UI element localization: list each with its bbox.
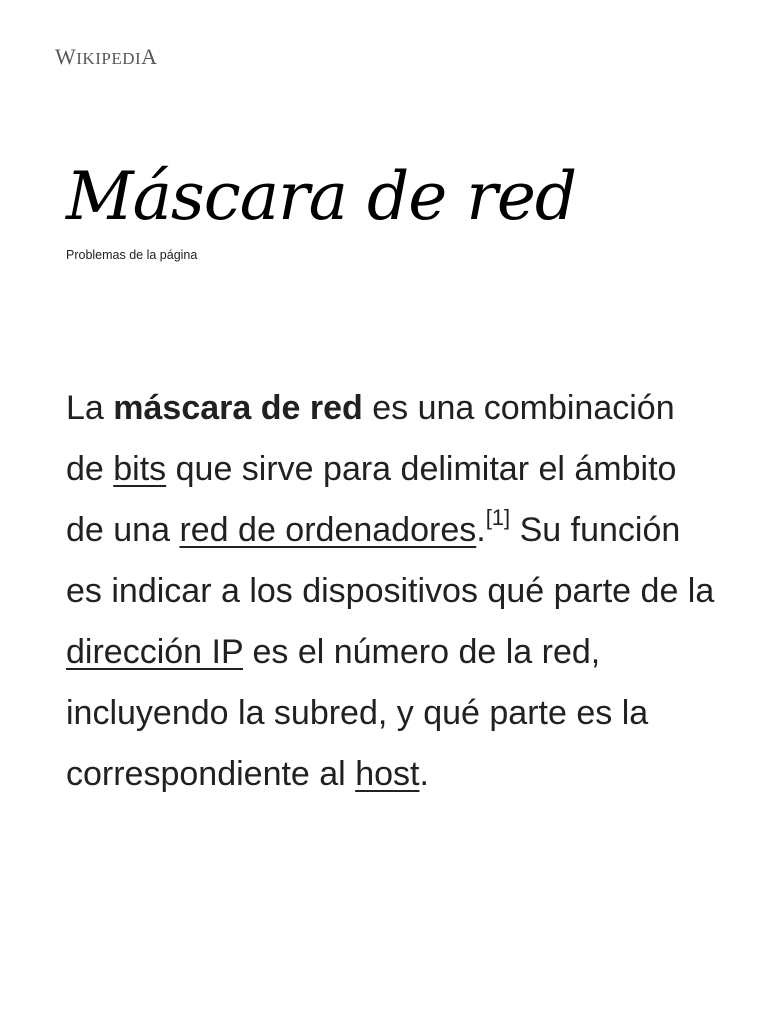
link-red-de-ordenadores[interactable]: red de ordenadores [179,511,477,549]
intro-text-3: que sirve para delimitar el ámbito de una [66,450,677,549]
intro-text-6: es el número de la red, incluyendo la subred, y qué parte es la correspondiente al [66,633,649,793]
reference-1[interactable] [486,505,510,530]
link-host[interactable]: host [355,755,420,793]
intro-paragraph [66,378,716,805]
intro-text-5: Su función es indicar a los dispositivos qué parte de la [66,511,715,610]
page-title: Máscara de red [66,158,577,235]
intro-text-4: . [476,511,486,549]
logo-letter-a: A [141,44,158,69]
intro-text-2: es una combinación de [66,389,675,488]
wikipedia-logo[interactable] [55,44,158,72]
logo-letter-w: W [55,44,77,69]
intro-text-7: . [419,755,429,793]
reference-1-link[interactable]: [1] [485,504,511,530]
intro-text-1: La [66,389,114,427]
page-issues-link[interactable]: Problemas de la página [66,248,198,262]
link-direccion-ip[interactable]: dirección IP [66,633,244,671]
bold-term: máscara de red [113,389,363,427]
link-bits[interactable]: bits [113,450,167,488]
logo-letters-middle: IKIPEDI [76,49,142,68]
